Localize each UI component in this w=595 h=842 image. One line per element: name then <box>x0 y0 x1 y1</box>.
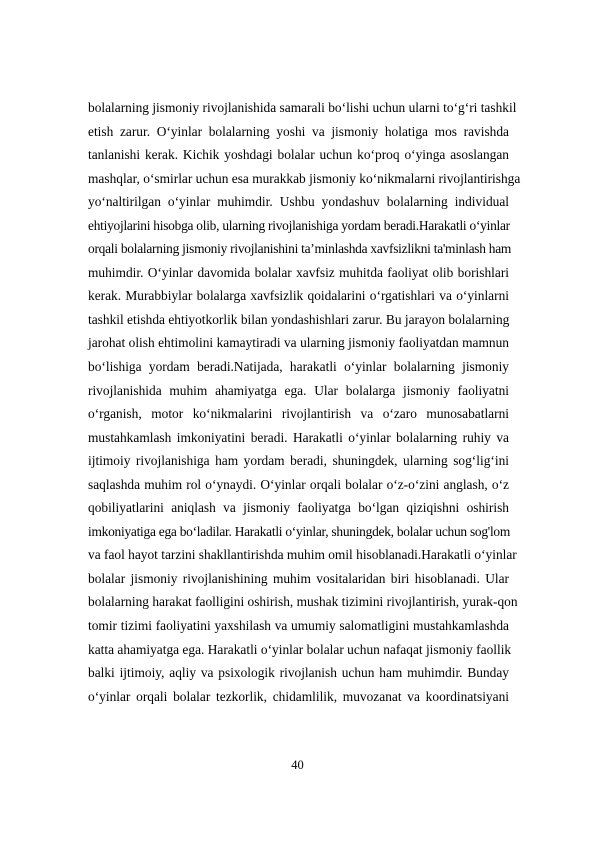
text-line: bo‘lishiga yordam beradi.Natijada, harakatli o‘yinlar bolalarning jismoniy <box>88 359 509 375</box>
text-line: tanlanishi kerak. Kichik yoshdagi bolalar uchun ko‘proq o‘yinga asoslangan <box>88 147 509 163</box>
text-line: qobiliyatlarini aniqlash va jismoniy faoliyatga bo‘lgan qiziqishni oshirish <box>88 500 509 516</box>
text-line: mustahkamlash imkoniyatini beradi. Harakatli o‘yinlar bolalarning ruhiy va <box>88 429 509 445</box>
body-paragraph <box>88 96 521 708</box>
text-line: bolalar jismoniy rivojlanishining muhim vositalaridan biri hisoblanadi. Ular <box>88 570 509 586</box>
text-line: imkoniyatiga ega bo‘ladilar. Harakatli o‘yinlar, shuningdek, bolalar uchun sog'lom <box>88 523 511 539</box>
text-line: tomir tizimi faoliyatini yaxshilash va umumiy salomatligini mustahkamlashda <box>88 618 509 634</box>
text-line: o‘yinlar orqali bolalar tezkorlik, chidamlilik, muvozanat va koordinatsiyani <box>88 688 509 704</box>
text-line: o‘rganish, motor ko‘nikmalarini rivojlantirish va o‘zaro munosabatlarni <box>88 406 509 422</box>
text-line: muhimdir. O‘yinlar davomida bolalar xavfsiz muhitda faoliyat olib borishlari <box>88 264 509 280</box>
text-line: balki ijtimoiy, aqliy va psixologik rivojlanish uchun ham muhimdir. Bunday <box>88 665 509 681</box>
page-number: 40 <box>291 758 304 772</box>
text-line: katta ahamiyatga ega. Harakatli o‘yinlar bolalar uchun nafaqat jismoniy faollik <box>88 641 512 657</box>
text-line: yo‘naltirilgan o‘yinlar muhimdir. Ushbu yondashuv bolalarning individual <box>88 194 509 210</box>
text-line: va faol hayot tarzini shakllantirishda muhim omil hisoblanadi.Harakatli o‘yinlar <box>88 547 517 563</box>
text-line: ehtiyojlarini hisobga olib, ularning rivojlanishiga yordam beradi.Harakatli o‘yinlar <box>88 217 510 233</box>
text-line: orqali bolalarning jismoniy rivojlanishini ta’minlashda xavfsizlikni ta'minlash ham <box>88 241 512 257</box>
text-line: etish zarur. O‘yinlar bolalarning yoshi va jismoniy holatiga mos ravishda <box>88 123 509 139</box>
text-line: bolalarning harakat faolligini oshirish, mushak tizimini rivojlantirish, yurak-qon <box>88 594 518 610</box>
text-line: ijtimoiy rivojlanishiga ham yordam beradi, shuningdek, ularning sog‘lig‘ini <box>88 453 509 469</box>
text-line: mashqlar, o‘smirlar uchun esa murakkab jismoniy ko‘nikmalarni rivojlantirishga <box>88 170 521 186</box>
text-line: saqlashda muhim rol o‘ynaydi. O‘yinlar orqali bolalar o‘z-o‘zini anglash, o‘z <box>88 476 509 492</box>
text-line: tashkil etishda ehtiyotkorlik bilan yondashishlari zarur. Bu jarayon bolalarning <box>88 311 510 327</box>
text-line: rivojlanishida muhim ahamiyatga ega. Ular bolalarga jismoniy faoliyatni <box>88 382 509 398</box>
text-line: bolalarning jismoniy rivojlanishida samarali bo‘lishi uchun ularni to‘g‘ri tashkil <box>88 100 517 115</box>
text-line: kerak. Murabbiylar bolalarga xavfsizlik qoidalarini o‘rgatishlari va o‘yinlarni <box>88 288 509 304</box>
text-line: jarohat olish ehtimolini kamaytiradi va ularning jismoniy faoliyatdan mamnun <box>88 335 509 351</box>
